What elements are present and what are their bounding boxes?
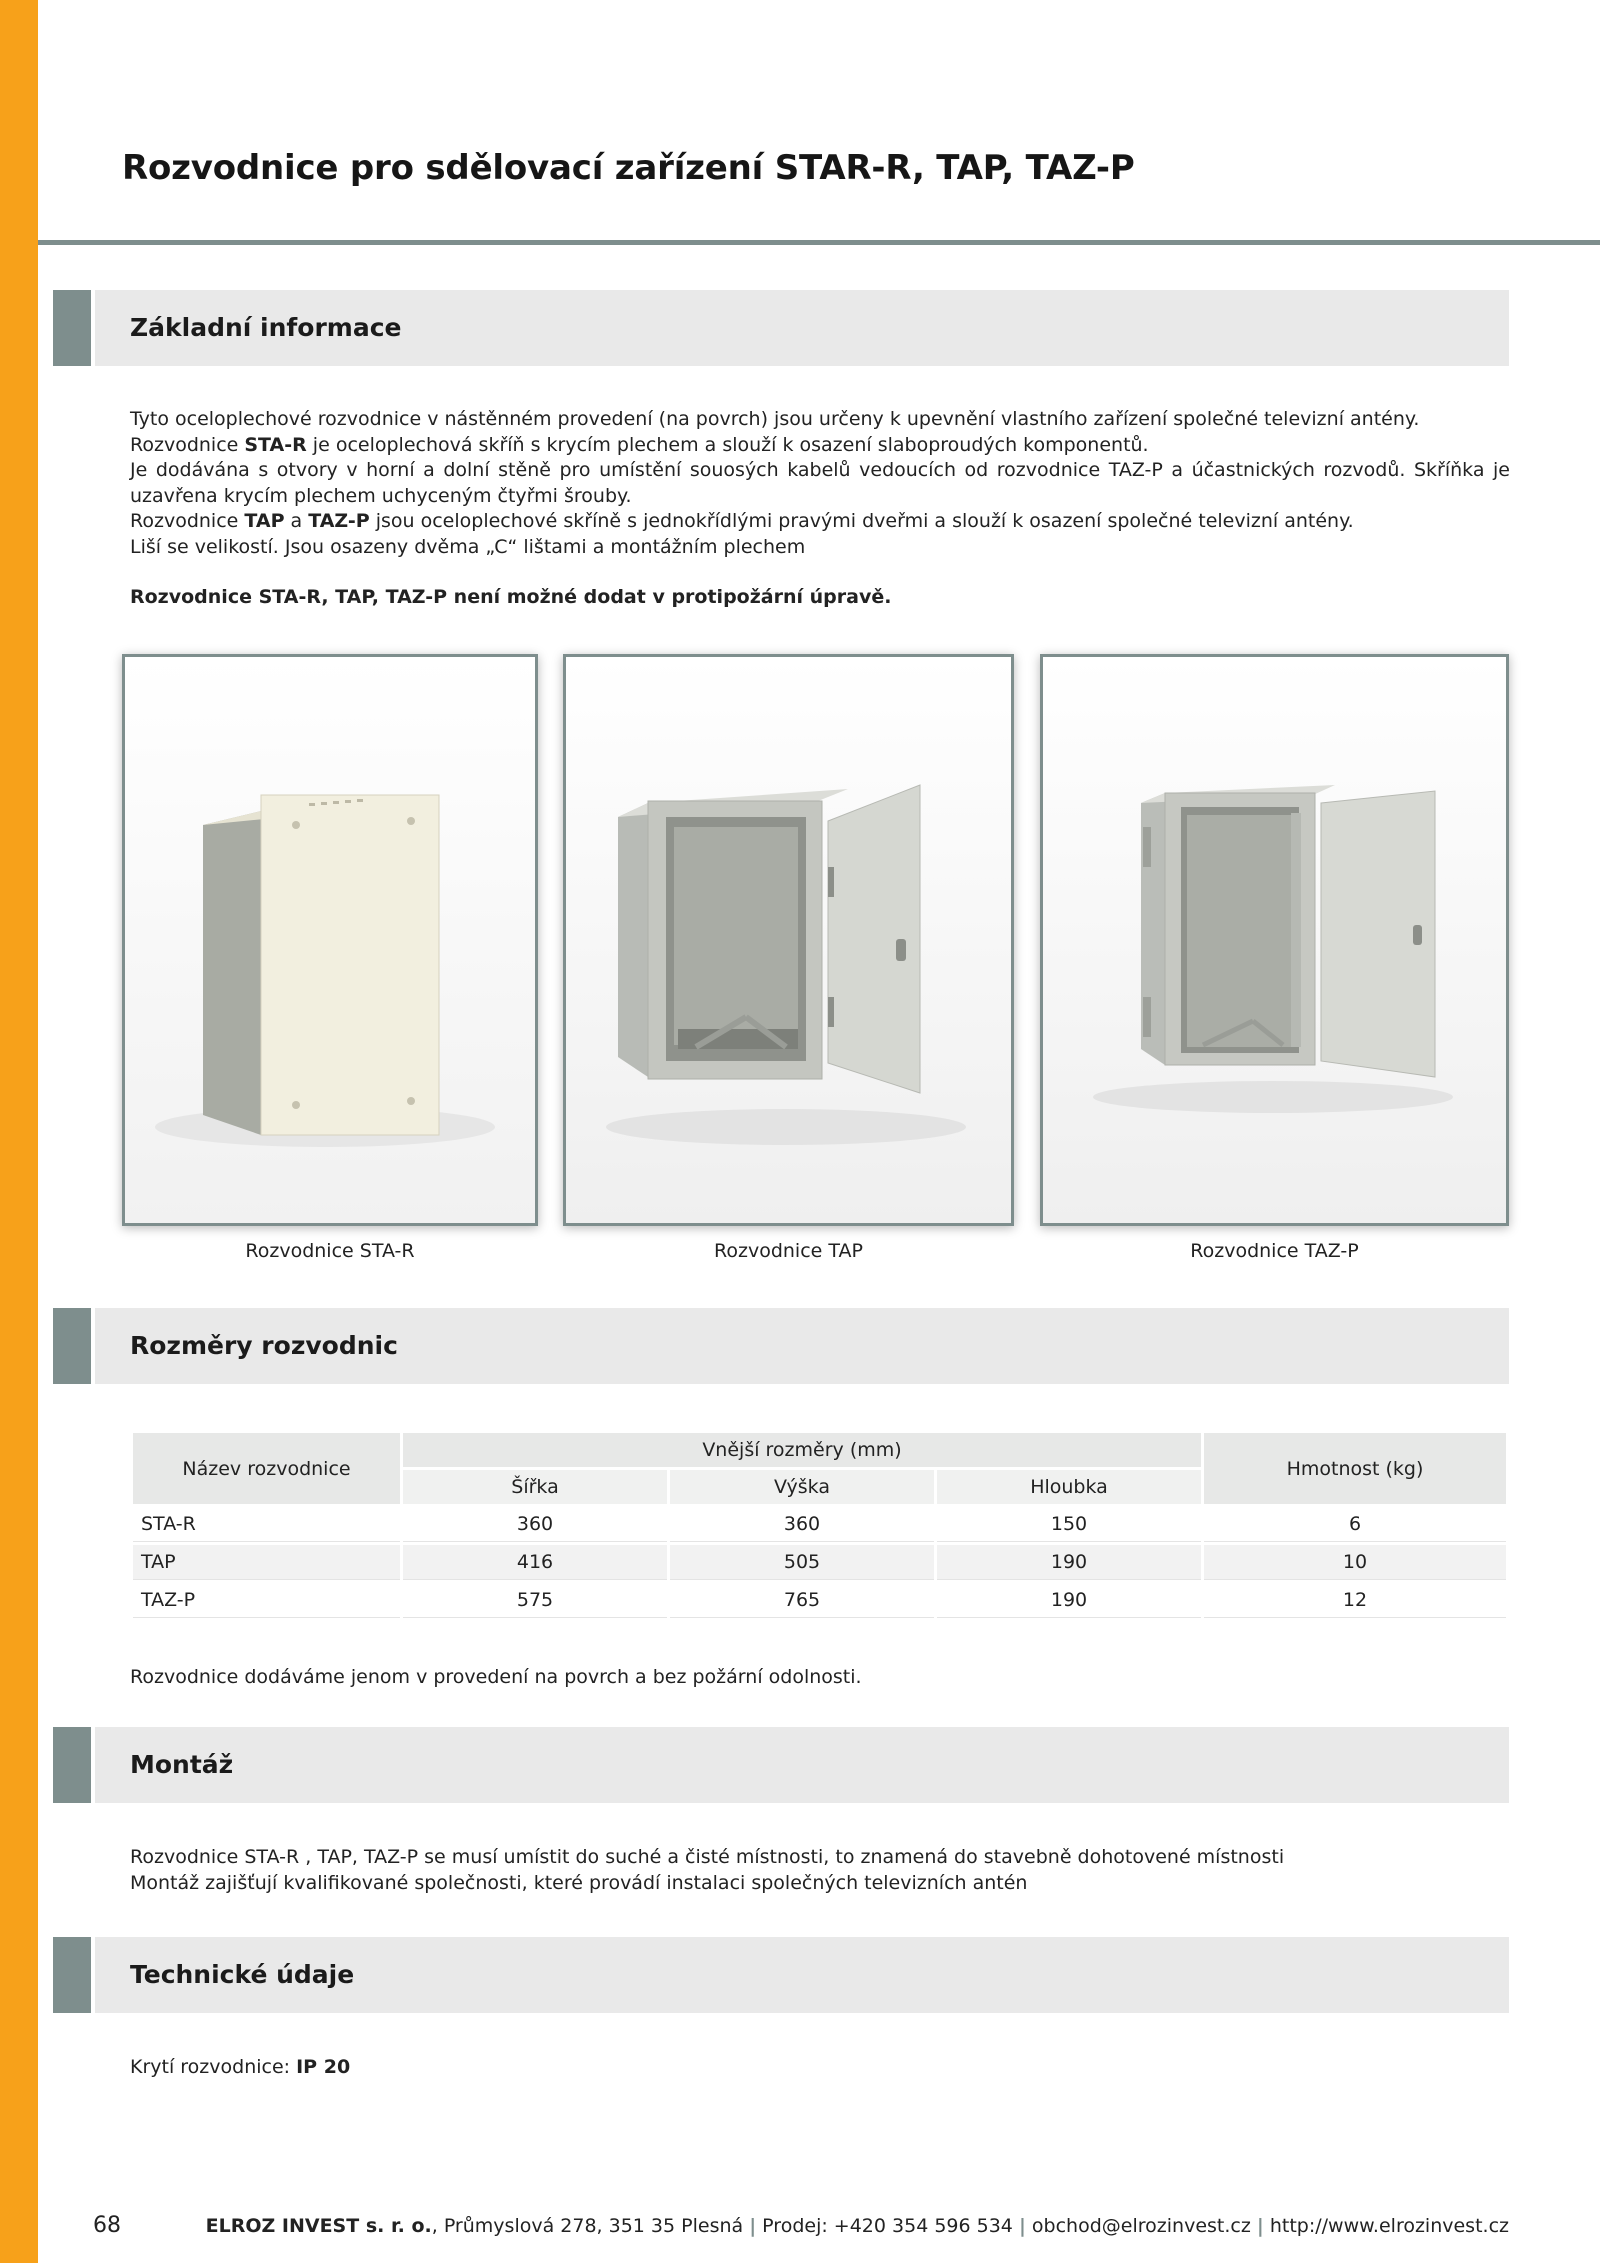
company-name: ELROZ INVEST s. r. o.	[205, 2215, 432, 2237]
cell-height: 505	[670, 1545, 934, 1580]
cell-name: TAP	[133, 1545, 400, 1580]
paragraph-bold-note	[130, 585, 1510, 611]
header-outer-dimensions: Vnější rozměry (mm)	[403, 1433, 1201, 1467]
cell-depth: 190	[937, 1545, 1201, 1580]
cell-name: STA-R	[133, 1507, 400, 1542]
separator: |	[1256, 2215, 1264, 2237]
separator: |	[1018, 2215, 1026, 2237]
paragraph	[130, 2055, 1510, 2081]
header-weight: Hmotnost (kg)	[1204, 1433, 1506, 1504]
page-number: 68	[93, 2213, 121, 2238]
cell-width: 360	[403, 1507, 667, 1542]
ip-label: Krytí rozvodnice:	[130, 2056, 297, 2078]
dimensions-table	[130, 1430, 1509, 1621]
orange-side-bar	[0, 0, 38, 2263]
table-row	[133, 1507, 1506, 1542]
web-link[interactable]: http://www.elrozinvest.cz	[1263, 2215, 1509, 2237]
technical-text	[130, 2055, 1510, 2081]
spacer	[130, 560, 1510, 585]
text-run: Rozvodnice	[130, 433, 245, 456]
separator: |	[749, 2215, 757, 2237]
paragraph	[130, 433, 1510, 459]
paragraph: Rozvodnice STA-R , TAP, TAZ-P se musí umístit do suché a čisté místnosti, to znamená do stavebně dohotovené místnosti	[130, 1846, 1285, 1868]
mounting-text	[130, 1845, 1510, 1896]
photo-sta-r	[122, 654, 538, 1226]
text-run: a	[284, 510, 309, 532]
caption-tap: Rozvodnice TAP	[714, 1240, 863, 1262]
bold-run: TAP	[244, 510, 285, 532]
section-heading: Technické údaje	[130, 1960, 355, 1989]
cabinet-sta-r-illustration	[125, 657, 535, 1223]
section-marker	[53, 290, 91, 366]
cabinet-tap-illustration	[566, 657, 1011, 1223]
paragraph: Tyto oceloplechové rozvodnice v nástěnném provedení (na povrch) jsou určeny k upevnění vlastního zařízení společné televizní antény.	[130, 408, 1420, 430]
photo-tap	[563, 654, 1014, 1226]
text-run: Rozvodnice	[130, 510, 245, 532]
header-depth: Hloubka	[937, 1470, 1201, 1504]
header-width: Šířka	[403, 1470, 667, 1504]
section-marker	[53, 1937, 91, 2013]
cell-weight: 10	[1204, 1545, 1506, 1580]
caption-sta-r: Rozvodnice STA-R	[245, 1240, 415, 1262]
cabinet-taz-p-illustration	[1043, 657, 1506, 1223]
photo-taz-p	[1040, 654, 1509, 1226]
cell-weight: 6	[1204, 1507, 1506, 1542]
section-heading: Montáž	[130, 1750, 234, 1779]
paragraph: Liší se velikostí. Jsou osazeny dvěma „C“ lištami a montážním plechem	[130, 535, 806, 558]
bold-run: STA-R	[244, 433, 307, 456]
section-header-technical	[53, 1937, 1509, 2013]
dimensions-note	[130, 1665, 1510, 1691]
cell-height: 765	[670, 1583, 934, 1618]
cell-depth: 190	[937, 1583, 1201, 1618]
cell-width: 575	[403, 1583, 667, 1618]
section-header-basic-info	[53, 290, 1509, 366]
bold-run: TAZ-P	[308, 510, 370, 532]
paragraph: Je dodávána s otvory v horní a dolní stěně pro umístění souosých kabelů vedoucích od rozvodnice TAZ-P a účastnických rozvodů. Skříňka je uzavřena krycím plechem uchyceným čtyřmi šrouby.	[130, 459, 1510, 507]
text-run: jsou oceloplechové skříně s jednokřídlými pravými dveřmi a slouží k osazení společné televizní antény.	[369, 510, 1354, 532]
text-run: je oceloplechová skříň s krycím plechem a slouží k osazení slaboproudých komponentů.	[306, 433, 1149, 456]
paragraph: Rozvodnice dodáváme jenom v provedení na povrch a bez požární odolnosti.	[130, 1666, 862, 1688]
cell-height: 360	[670, 1507, 934, 1542]
table-row	[133, 1545, 1506, 1580]
footer-contact	[206, 2215, 1509, 2237]
table-row	[133, 1583, 1506, 1618]
caption-taz-p: Rozvodnice TAZ-P	[1190, 1240, 1359, 1262]
cell-weight: 12	[1204, 1583, 1506, 1618]
cell-depth: 150	[937, 1507, 1201, 1542]
section-header-dimensions	[53, 1308, 1509, 1384]
company-address: , Průmyslová 278, 351 35 Plesná	[431, 2215, 750, 2237]
email-link[interactable]: obchod@elrozinvest.cz	[1025, 2215, 1257, 2237]
section-marker	[53, 1727, 91, 1803]
header-name: Název rozvodnice	[133, 1433, 400, 1504]
table-header-row	[133, 1433, 1506, 1467]
section-heading: Rozměry rozvodnic	[130, 1331, 398, 1360]
section-marker	[53, 1308, 91, 1384]
header-height: Výška	[670, 1470, 934, 1504]
cell-name: TAZ-P	[133, 1583, 400, 1618]
sales-phone: Prodej: +420 354 596 534	[756, 2215, 1019, 2237]
bold-note: Rozvodnice STA-R, TAP, TAZ-P není možné dodat v protipožární úpravě.	[130, 586, 892, 608]
cell-width: 416	[403, 1545, 667, 1580]
ip-value: IP 20	[296, 2056, 351, 2078]
title-divider	[38, 240, 1600, 245]
section-header-mounting	[53, 1727, 1509, 1803]
section-heading: Základní informace	[130, 313, 402, 342]
paragraph: Montáž zajišťují kvalifikované společnosti, které provádí instalaci společných televizních antén	[130, 1871, 1028, 1894]
basic-info-text	[130, 407, 1510, 611]
paragraph	[130, 509, 1510, 535]
page-title: Rozvodnice pro sdělovací zařízení STAR-R, TAP, TAZ-P	[122, 148, 1135, 188]
